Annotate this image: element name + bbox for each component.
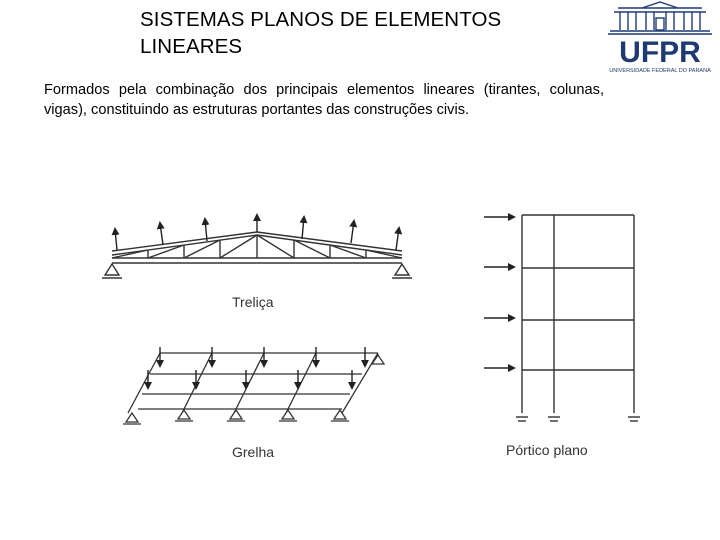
slide-title: SISTEMAS PLANOS DE ELEMENTOS LINEARES [140, 8, 502, 58]
structural-systems-figure [60, 155, 650, 480]
ufpr-logo-graphic [604, 0, 716, 76]
logo-subtitle: UNIVERSIDADE FEDERAL DO PARANÁ [609, 68, 711, 74]
logo-acronym: UFPR [619, 36, 701, 69]
caption-portico: Pórtico plano [506, 442, 588, 458]
caption-trelica: Treliça [232, 294, 274, 310]
caption-grelha: Grelha [232, 444, 275, 460]
frame-load-arrows [484, 217, 514, 368]
slide-body-text: Formados pela combinação dos principais elementos lineares (tirantes, colunas, vigas), constituindo as estruturas portantes das construções civis. [44, 82, 604, 118]
ufpr-logo [604, 0, 716, 76]
grid-drawing [123, 353, 384, 424]
frame-drawing [516, 215, 640, 421]
truss-drawing [102, 232, 412, 278]
structural-drawings [60, 155, 650, 480]
